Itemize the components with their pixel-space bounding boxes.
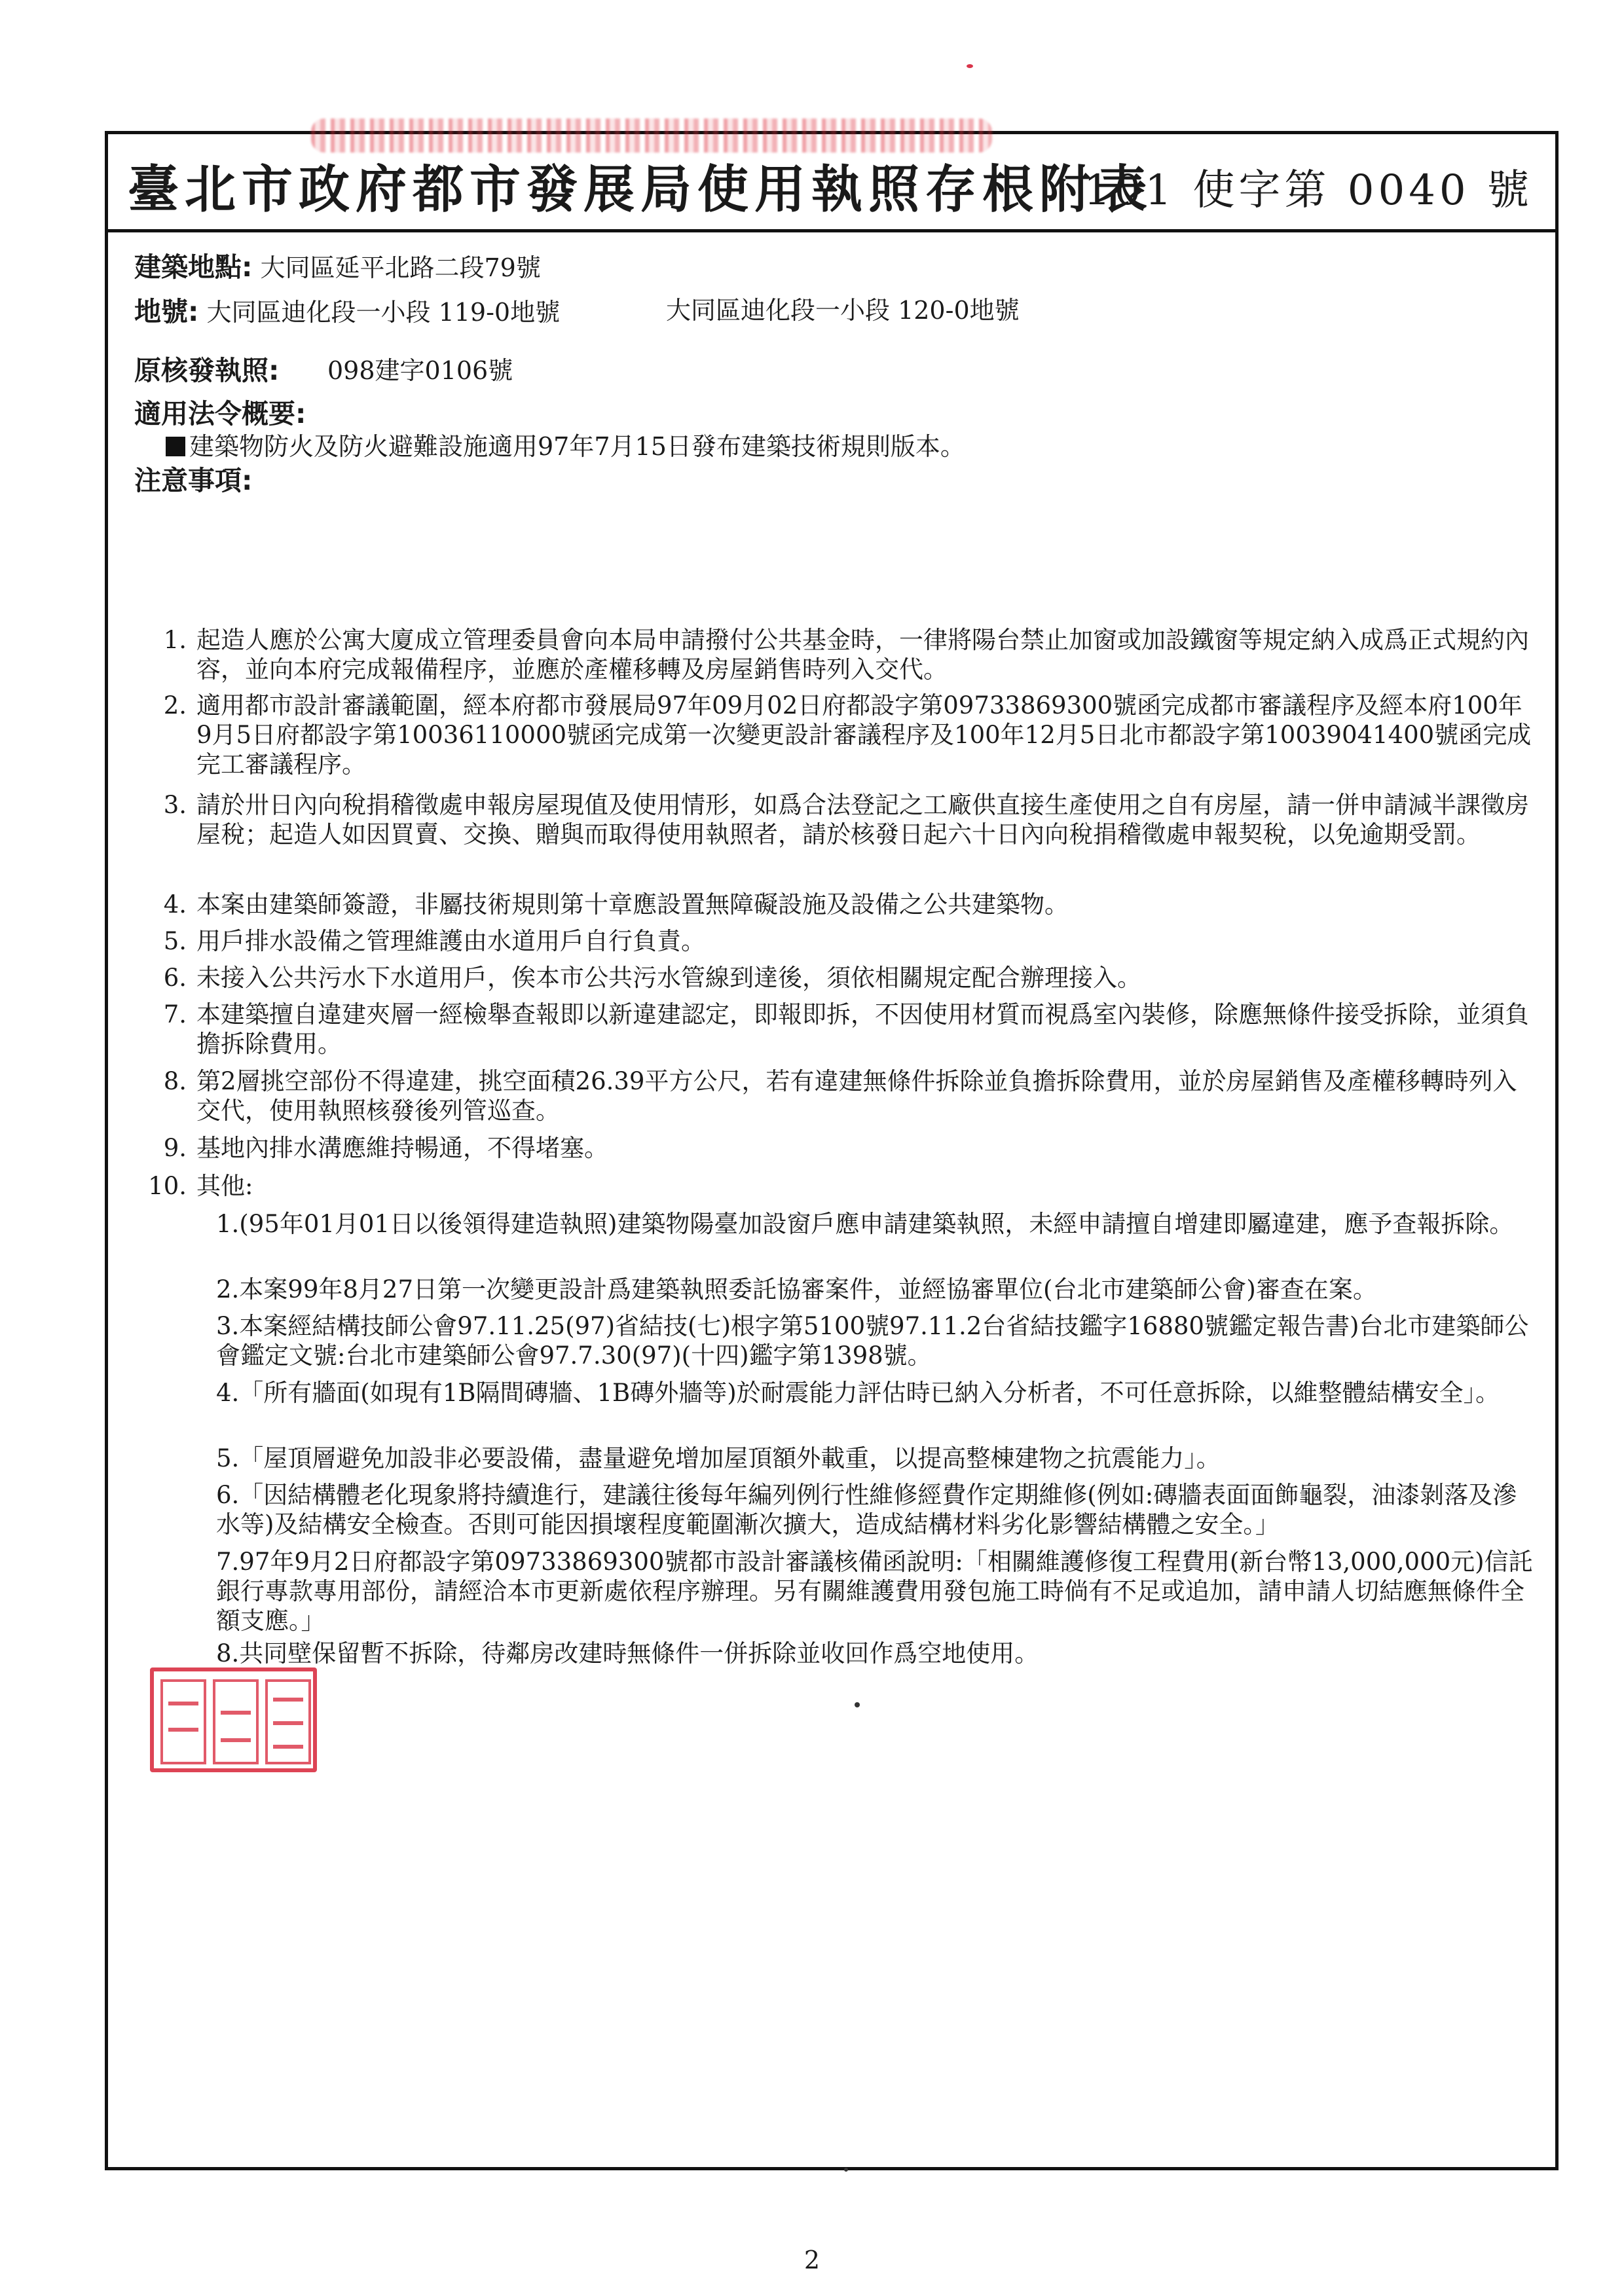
notes-label: 注意事項: bbox=[134, 465, 253, 496]
note-text: 本建築擅自違建夾層一經檢舉查報即以新違建認定，即報即拆，不因使用材質而視爲室內裝修，除應無條件接受拆除，並須負擔拆除費用。 bbox=[196, 1000, 1529, 1058]
document-header bbox=[108, 134, 1555, 232]
note-text: 其他: bbox=[196, 1172, 253, 1200]
note-number: 5. bbox=[163, 927, 187, 955]
note-number: 1. bbox=[163, 626, 187, 654]
seal-column bbox=[160, 1679, 206, 1764]
other-item: 2.本案99年8月27日第一次變更設計爲建築執照委託協審案件，並經協審單位(台北市建築師公會)審查在案。 bbox=[216, 1275, 1377, 1303]
note-text: 起造人應於公寓大廈成立管理委員會向本局申請撥付公共基金時，一律將陽台禁止加窗或加設鐵窗等規定納入成爲正式規約內容，並向本府完成報備程序，並應於產權移轉及房屋銷售時列入交代。 bbox=[196, 626, 1529, 683]
document-title: 臺北市政府都市發展局使用執照存根附表 bbox=[128, 160, 1154, 219]
lot-row bbox=[134, 290, 560, 329]
other-item: 5.「屋頂層避免加設非必要設備，盡量避免增加屋頂額外載重，以提高整棟建物之抗震能力」。 bbox=[216, 1444, 1221, 1472]
permit-number: 101 使字第 0040 號 bbox=[1083, 166, 1533, 215]
applicable-law-value: 建築物防火及防火避難設施適用97年7月15日發布建築技術規則版本。 bbox=[189, 432, 965, 461]
note-text: 用戶排水設備之管理維護由水道用戶自行負責。 bbox=[196, 927, 705, 955]
other-item: 4.「所有牆面(如現有1B隔間磚牆、1B磚外牆等)於耐震能力評估時已納入分析者，不可任意拆除，以維整體結構安全」。 bbox=[216, 1379, 1500, 1407]
note-number: 4. bbox=[163, 890, 187, 919]
note-text: 第2層挑空部份不得違建，挑空面積26.39平方公尺，若有違建無條件拆除並負擔拆除費用，並於房屋銷售及產權移轉時列入交代，使用執照核發後列管巡查。 bbox=[196, 1067, 1517, 1125]
page-number: 2 bbox=[803, 2246, 821, 2274]
other-item: 7.97年9月2日府都設字第09733869300號都市設計審議核備函說明:「相關維護修復工程費用(新台幣13,000,000元)信託銀行專款專用部份，請經洽本市更新處依程序辦理。另有關維護費用發包施工時倘有不足或追加，請申請人切結應無條件全額支應。」 bbox=[216, 1548, 1533, 1635]
note-number: 10. bbox=[148, 1172, 187, 1200]
seal-column bbox=[213, 1679, 259, 1764]
other-item: 3.本案經結構技師公會97.11.25(97)省結技(七)根字第5100號97.11.2台省結技鑑字16880號鑑定報告書)台北市建築師公會鑑定文號:台北市建築師公會97.7.30(97)(十四)鑑字第1398號。 bbox=[216, 1312, 1529, 1370]
note-number: 7. bbox=[163, 1000, 187, 1029]
speck bbox=[844, 2168, 848, 2172]
note-text: 請於卅日內向稅捐稽徵處申報房屋現值及使用情形，如爲合法登記之工廠供直接生產使用之自有房屋，請一併申請減半課徵房屋稅；起造人如因買賣、交換、贈與而取得使用執照者，請於核發日起六十日內向稅捐稽徵處申報契稅，以免逾期受罰。 bbox=[196, 791, 1529, 848]
lot-label: 地號: bbox=[134, 296, 199, 327]
seal-column bbox=[265, 1679, 311, 1764]
lot-value-2: 大同區迪化段一小段 120-0地號 bbox=[666, 296, 1020, 325]
original-permit-value: 098建字0106號 bbox=[327, 356, 513, 385]
site-label: 建築地點: bbox=[134, 251, 253, 283]
note-number: 9. bbox=[163, 1134, 187, 1162]
note-number: 3. bbox=[163, 791, 187, 819]
original-permit-label: 原核發執照: bbox=[134, 355, 280, 386]
site-value: 大同區延平北路二段79號 bbox=[252, 253, 541, 282]
document-frame bbox=[105, 131, 1559, 2170]
site-row bbox=[134, 246, 541, 284]
note-text: 適用都市設計審議範圍，經本府都市發展局97年09月02日府都設字第09733869300號函完成都市審議程序及經本府100年9月5日府都設字第10036110000號函完成第一次變更設計審議程序及100年12月5日北市都設字第10039041400號函完成完工審議程序。 bbox=[196, 691, 1532, 778]
other-item: 8.共同壁保留暫不拆除，待鄰房改建時無條件一併拆除並收回作爲空地使用。 bbox=[216, 1639, 1039, 1667]
speck bbox=[855, 1702, 860, 1707]
note-number: 8. bbox=[163, 1067, 187, 1095]
other-item: 1.(95年01月01日以後領得建造執照)建築物陽臺加設窗戶應申請建築執照，未經申請擅自增建即屬違建，應予查報拆除。 bbox=[216, 1210, 1514, 1238]
other-item: 6.「因結構體老化現象將持續進行，建議往後每年編列例行性維修經費作定期維修(例如:磚牆表面面飾龜裂，油漆剝落及滲水等)及結構安全檢查。否則可能因損壞程度範圍漸次擴大，造成結構材料劣化影響結構體之安全。」 bbox=[216, 1481, 1517, 1539]
note-text: 本案由建築師簽證，非屬技術規則第十章應設置無障礙設施及設備之公共建築物。 bbox=[196, 890, 1069, 919]
original-permit-row bbox=[134, 349, 279, 388]
applicable-law-row bbox=[166, 426, 965, 462]
filled-square-icon bbox=[166, 437, 185, 456]
note-text: 未接入公共污水下水道用戶，俟本市公共污水管線到達後，須依相關規定配合辦理接入。 bbox=[196, 964, 1141, 992]
official-seal bbox=[150, 1667, 317, 1772]
red-speck bbox=[967, 64, 973, 68]
note-text: 基地內排水溝應維持暢通，不得堵塞。 bbox=[196, 1134, 608, 1162]
note-number: 2. bbox=[163, 691, 187, 720]
applicable-law-label: 適用法令概要: bbox=[134, 398, 306, 429]
note-number: 6. bbox=[163, 964, 187, 992]
lot-value-1: 大同區迪化段一小段 119-0地號 bbox=[198, 298, 561, 327]
